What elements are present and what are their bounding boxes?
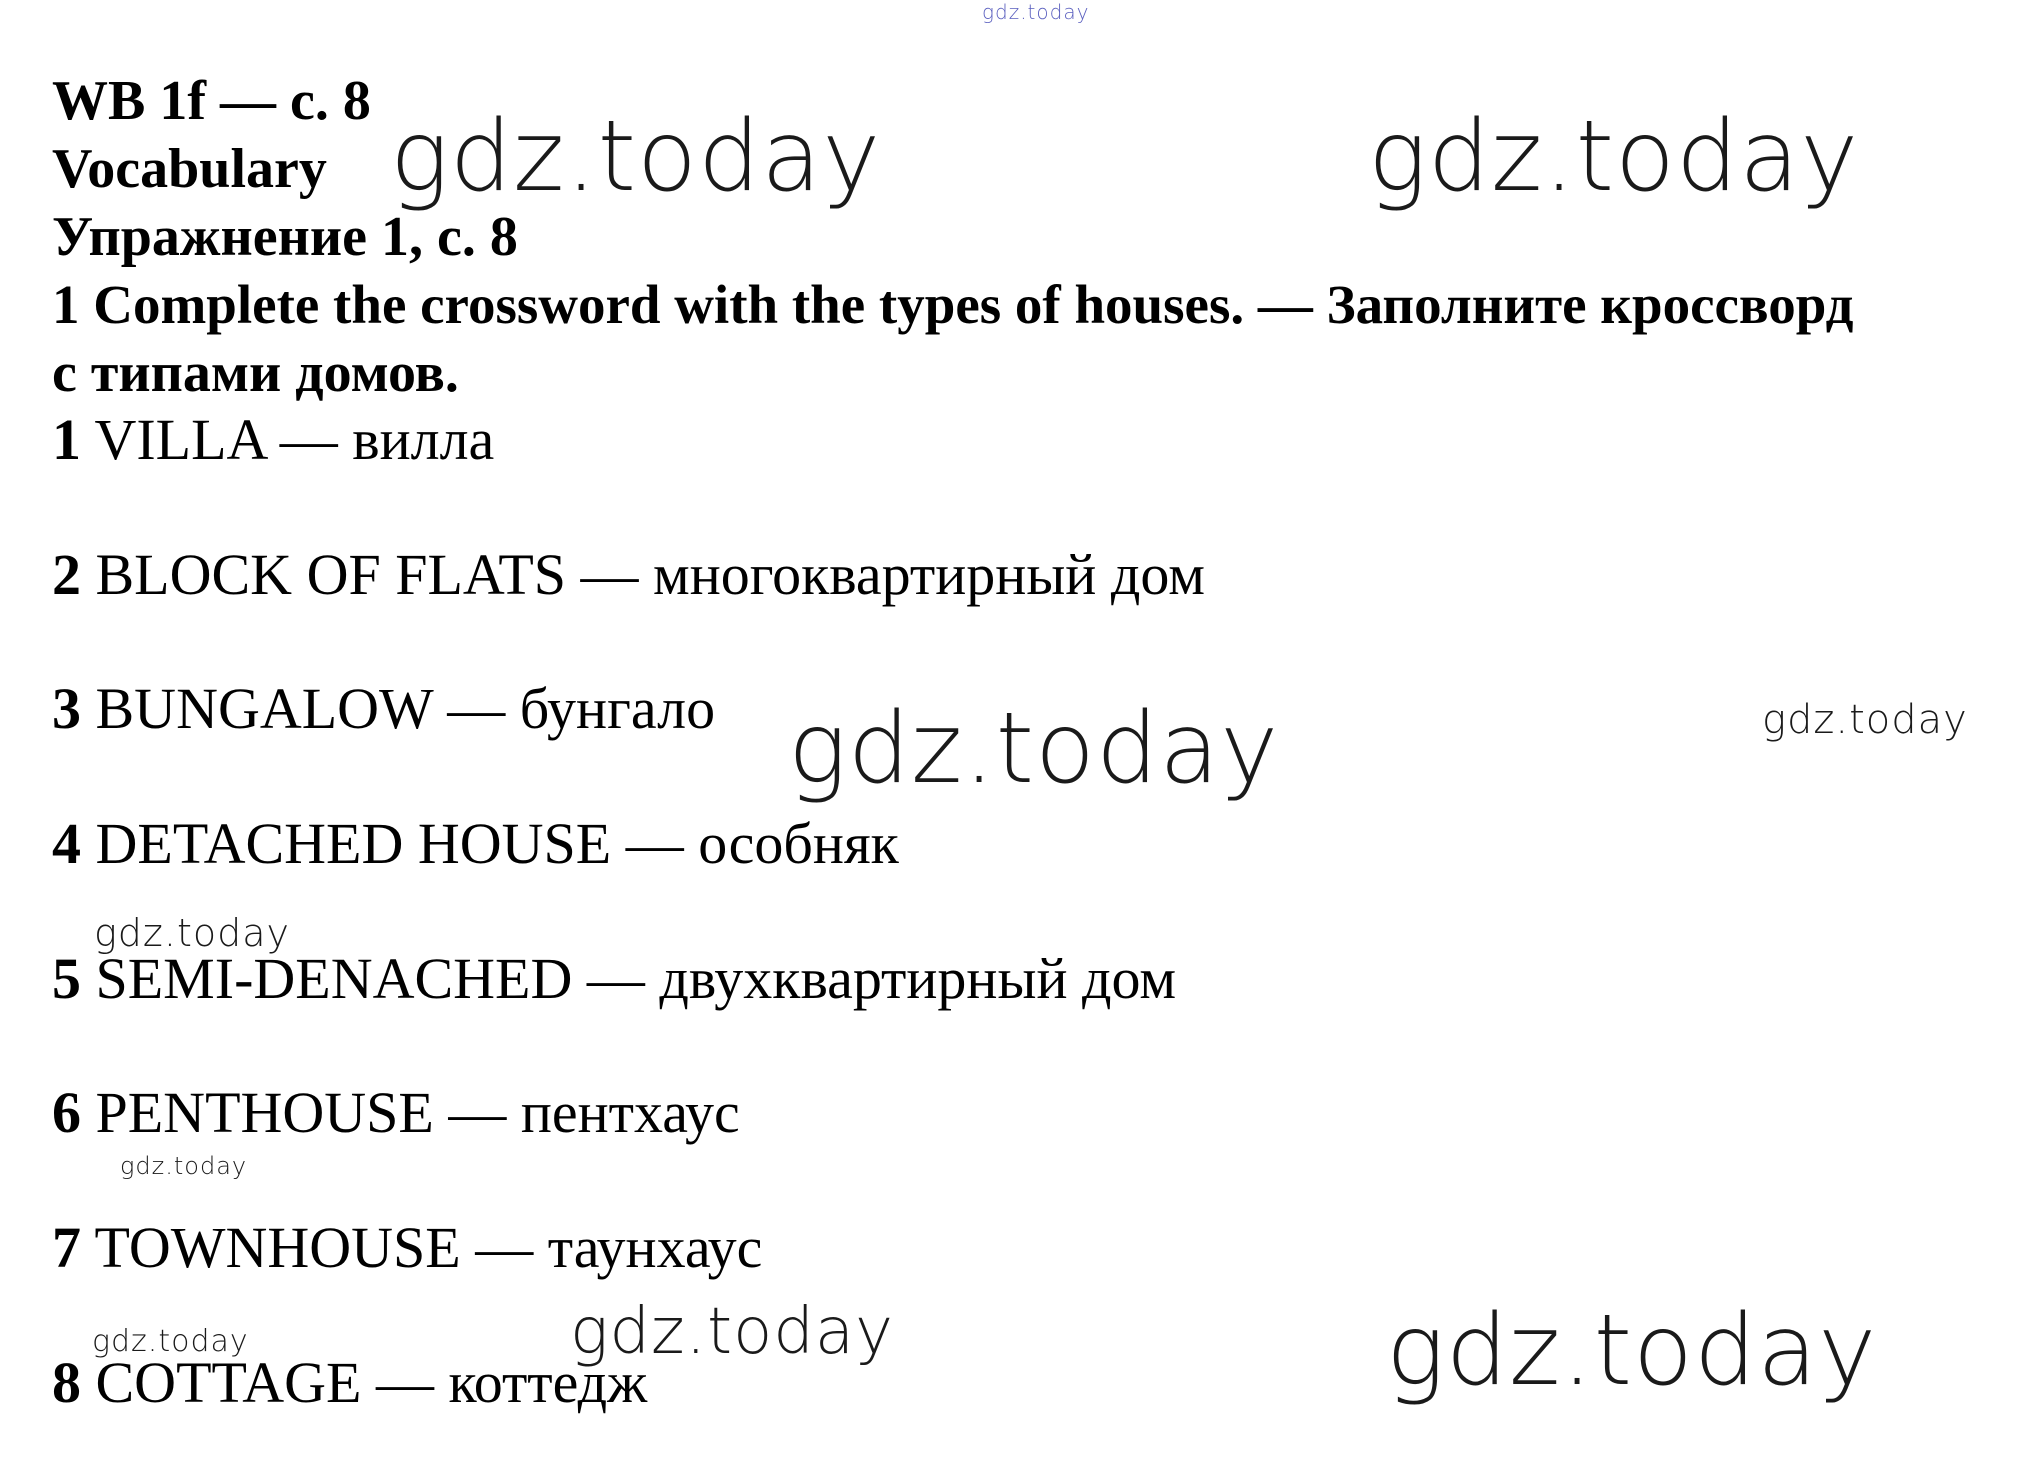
watermark-small-3: gdz.today <box>120 1152 248 1180</box>
answer-item-1 <box>52 407 495 472</box>
header-exercise: Упражнение 1, с. 8 <box>52 206 518 268</box>
answer-number: 2 <box>52 542 81 607</box>
answer-text: BUNGALOW — бунгало <box>81 676 716 741</box>
watermark-top: gdz.today <box>982 0 1090 24</box>
watermark-large-1: gdz.today <box>390 100 882 214</box>
answer-text: BLOCK OF FLATS — многоквартирный дом <box>81 542 1205 607</box>
task-instruction-line-2: с типами домов. <box>52 342 459 404</box>
answer-text: VILLA — вилла <box>81 407 495 472</box>
header-workbook-ref: WB 1f — с. 8 <box>52 70 371 132</box>
answer-item-2 <box>52 542 1205 607</box>
answer-item-4 <box>52 811 899 876</box>
answer-item-8 <box>52 1350 648 1415</box>
answer-item-6 <box>52 1080 740 1145</box>
answer-number: 4 <box>52 811 81 876</box>
watermark-small-1: gdz.today <box>1762 697 1968 743</box>
watermark-small-2: gdz.today <box>94 911 290 955</box>
answer-number: 5 <box>52 946 81 1011</box>
answer-item-5 <box>52 946 1177 1011</box>
watermark-small-4: gdz.today <box>92 1324 249 1359</box>
answer-number: 3 <box>52 676 81 741</box>
watermark-large-3: gdz.today <box>788 692 1280 806</box>
answer-text: SEMI-DENACHED — двухквартирный дом <box>81 946 1177 1011</box>
answer-text: PENTHOUSE — пентхаус <box>81 1080 740 1145</box>
task-instruction-line-1: 1 Complete the crossword with the types of houses. — Заполните кроссворд <box>52 274 1854 335</box>
answer-item-3 <box>52 676 716 741</box>
answer-text: TOWNHOUSE — таунхаус <box>81 1215 763 1280</box>
watermark-large-2: gdz.today <box>1368 100 1860 214</box>
answer-number: 1 <box>52 407 81 472</box>
answer-item-7 <box>52 1215 763 1280</box>
watermark-medium-1: gdz.today <box>570 1295 894 1369</box>
header-section: Vocabulary <box>52 138 327 200</box>
answer-number: 7 <box>52 1215 81 1280</box>
answer-text: COTTAGE — коттедж <box>81 1350 648 1415</box>
answer-text: DETACHED HOUSE — особняк <box>81 811 899 876</box>
answer-number: 8 <box>52 1350 81 1415</box>
watermark-large-4: gdz.today <box>1386 1294 1878 1408</box>
answer-number: 6 <box>52 1080 81 1145</box>
